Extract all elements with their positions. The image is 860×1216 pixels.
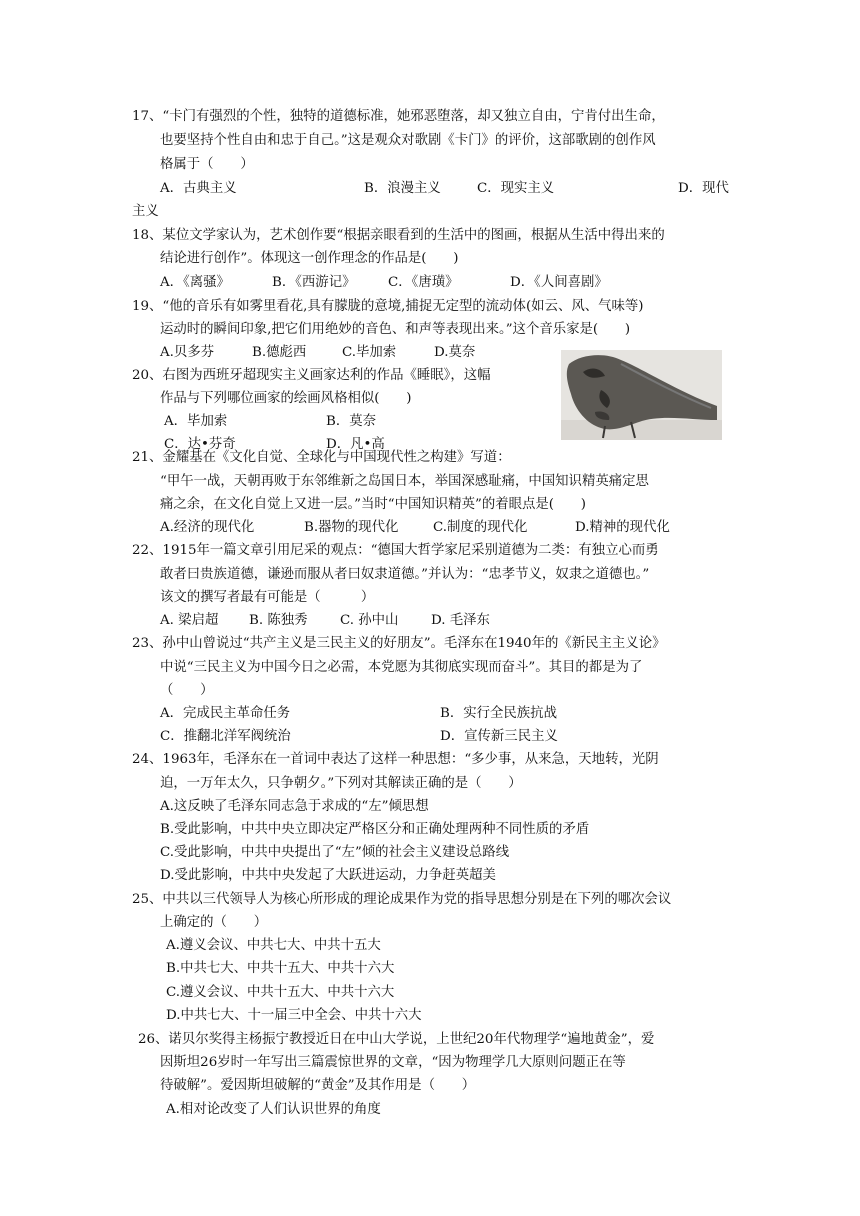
q24-option-b: B.受此影响，中共中央立即决定严格区分和正确处理两种不同性质的矛盾	[160, 822, 590, 837]
q22-line1: 22、1915年一篇文章引用尼采的观点：“德国大哲学家尼采别道德为二类：有独立心而勇	[132, 543, 659, 558]
q21-option-a: A.经济的现代化	[160, 520, 255, 535]
dali-sleep-image	[561, 350, 722, 440]
q19-line2: 运动时的瞬间印象,把它们用绝妙的音色、和声等表现出来。”这个音乐家是( )	[160, 322, 631, 337]
q23-line1: 23、孙中山曾说过“共产主义是三民主义的好朋友”。毛泽东在1940年的《新民主主义论》	[132, 636, 666, 651]
q17-option-c: C．现实主义	[477, 181, 555, 196]
q23-option-a: A．完成民主革命任务	[160, 706, 291, 721]
q17-option-b: B．浪漫主义	[364, 181, 441, 196]
q20-line1: 20、右图为西班牙超现实主义画家达利的作品《睡眠》，这幅	[132, 368, 491, 383]
q17-option-a: A．古典主义	[160, 181, 237, 196]
dali-sleep-painting	[561, 350, 722, 440]
q20-option-a: A．毕加索	[164, 414, 228, 429]
q25-line2: 上确定的（ ）	[160, 915, 268, 930]
q20-option-d: D．凡•高	[326, 437, 385, 452]
q21-line2: “甲午一战，天朝再败于东邻维新之岛国日本，举国深感耻痛，中国知识精英痛定思	[160, 474, 649, 489]
q18-option-c: C．《唐璜》	[388, 275, 459, 290]
q17-line2: 也要坚持个性自由和忠于自己。”这是观众对歌剧《卡门》的评价，这部歌剧的创作风	[160, 133, 656, 148]
q24-line2: 迫，一万年太久，只争朝夕。”下列对其解读正确的是（ ）	[160, 776, 522, 791]
q20-option-c: C．达•芬奇	[164, 437, 236, 452]
q24-option-a: A.这反映了毛泽东同志急于求成的“左”倾思想	[160, 799, 429, 814]
q23-option-b: B．实行全民族抗战	[440, 706, 557, 721]
q20-option-b: B．莫奈	[326, 414, 377, 429]
q22-option-c: C. 孙中山	[340, 613, 399, 628]
q23-option-d: D．宣传新三民主义	[440, 729, 558, 744]
q19-option-a: A.贝多芬	[160, 345, 215, 360]
q19-option-c: C.毕加索	[342, 345, 397, 360]
q19-line1: 19、“他的音乐有如雾里看花,具有朦胧的意境,捕捉无定型的流动体(如云、风、气味等)	[132, 299, 644, 314]
q17-option-d: D．现代	[678, 181, 729, 196]
q25-option-a: A.遵义会议、中共七大、中共十五大	[166, 938, 381, 953]
q18-line2: 结论进行创作”。体现这一创作理念的作品是( )	[160, 251, 459, 266]
q25-option-b: B.中共七大、中共十五大、中共十六大	[166, 961, 395, 976]
q18-option-d: D．《人间喜剧》	[510, 275, 608, 290]
q25-option-c: C.遵义会议、中共十五大、中共十六大	[166, 985, 395, 1000]
q21-line1: 21、金耀基在《文化自觉、全球化与中国现代性之构建》写道：	[132, 450, 511, 465]
q21-option-d: D.精神的现代化	[575, 520, 670, 535]
q24-option-d: D.受此影响，中共中央发起了大跃进运动，力争赶英超美	[160, 868, 496, 883]
q26-line1: 26、诺贝尔奖得主杨振宁教授近日在中山大学说，上世纪20年代物理学“遍地黄金”，爱	[138, 1032, 655, 1047]
q22-option-b: B. 陈独秀	[249, 613, 308, 628]
q21-option-c: C.制度的现代化	[433, 520, 528, 535]
q26-line3: 待破解”。爱因斯坦破解的“黄金”及其作用是（ ）	[160, 1078, 476, 1093]
q17-option-d-cont: 主义	[132, 204, 159, 219]
q23-option-c: C．推翻北洋军阀统治	[160, 729, 291, 744]
q25-option-d: D.中共七大、十一届三中全会、中共十六大	[166, 1008, 422, 1023]
q23-line3: （ ）	[160, 683, 214, 698]
q19-option-b: B.德彪西	[252, 345, 307, 360]
q24-line1: 24、1963年，毛泽东在一首词中表达了这样一种思想：“多少事，从来急，天地转，光阴	[132, 752, 659, 767]
q18-option-b: B．《西游记》	[272, 275, 356, 290]
q17-line3: 格属于（ ）	[160, 157, 254, 172]
q20-line2: 作品与下列哪位画家的绘画风格相似( )	[160, 391, 412, 406]
q21-option-b: B.器物的现代化	[304, 520, 399, 535]
q23-line2: 中说“三民主义为中国今日之必需，本党愿为其彻底实现而奋斗”。其目的都是为了	[160, 660, 643, 675]
q26-line2: 因斯坦26岁时一年写出三篇震惊世界的文章，“因为物理学几大原则问题正在等	[160, 1055, 626, 1070]
q26-option-a: A.相对论改变了人们认识世界的角度	[166, 1102, 381, 1117]
q22-option-d: D. 毛泽东	[431, 613, 490, 628]
q22-line2: 敢者曰贵族道德，谦逊而服从者曰奴隶道德。”并认为：“忠孝节义，奴隶之道德也。”	[160, 567, 650, 582]
q21-line3: 痛之余，在文化自觉上又进一层。”当时“中国知识精英”的着眼点是( )	[160, 497, 587, 512]
q17-line1: 17、“卡门有强烈的个性，独特的道德标准，她邪恶堕落，却又独立自由，宁肯付出生命，	[132, 109, 665, 124]
q24-option-c: C.受此影响，中共中央提出了“左”倾的社会主义建设总路线	[160, 845, 510, 860]
q22-option-a: A. 梁启超	[160, 613, 219, 628]
q18-option-a: A．《离骚》	[160, 275, 230, 290]
q25-line1: 25、中共以三代领导人为核心所形成的理论成果作为党的指导思想分别是在下列的哪次会议	[132, 892, 672, 907]
q18-line1: 18、某位文学家认为，艺术创作要“根据亲眼看到的生活中的图画，根据从生活中得出来的	[132, 228, 665, 243]
q19-option-d: D.莫奈	[434, 345, 476, 360]
q22-line3: 该文的撰写者最有可能是（ ）	[160, 590, 375, 605]
